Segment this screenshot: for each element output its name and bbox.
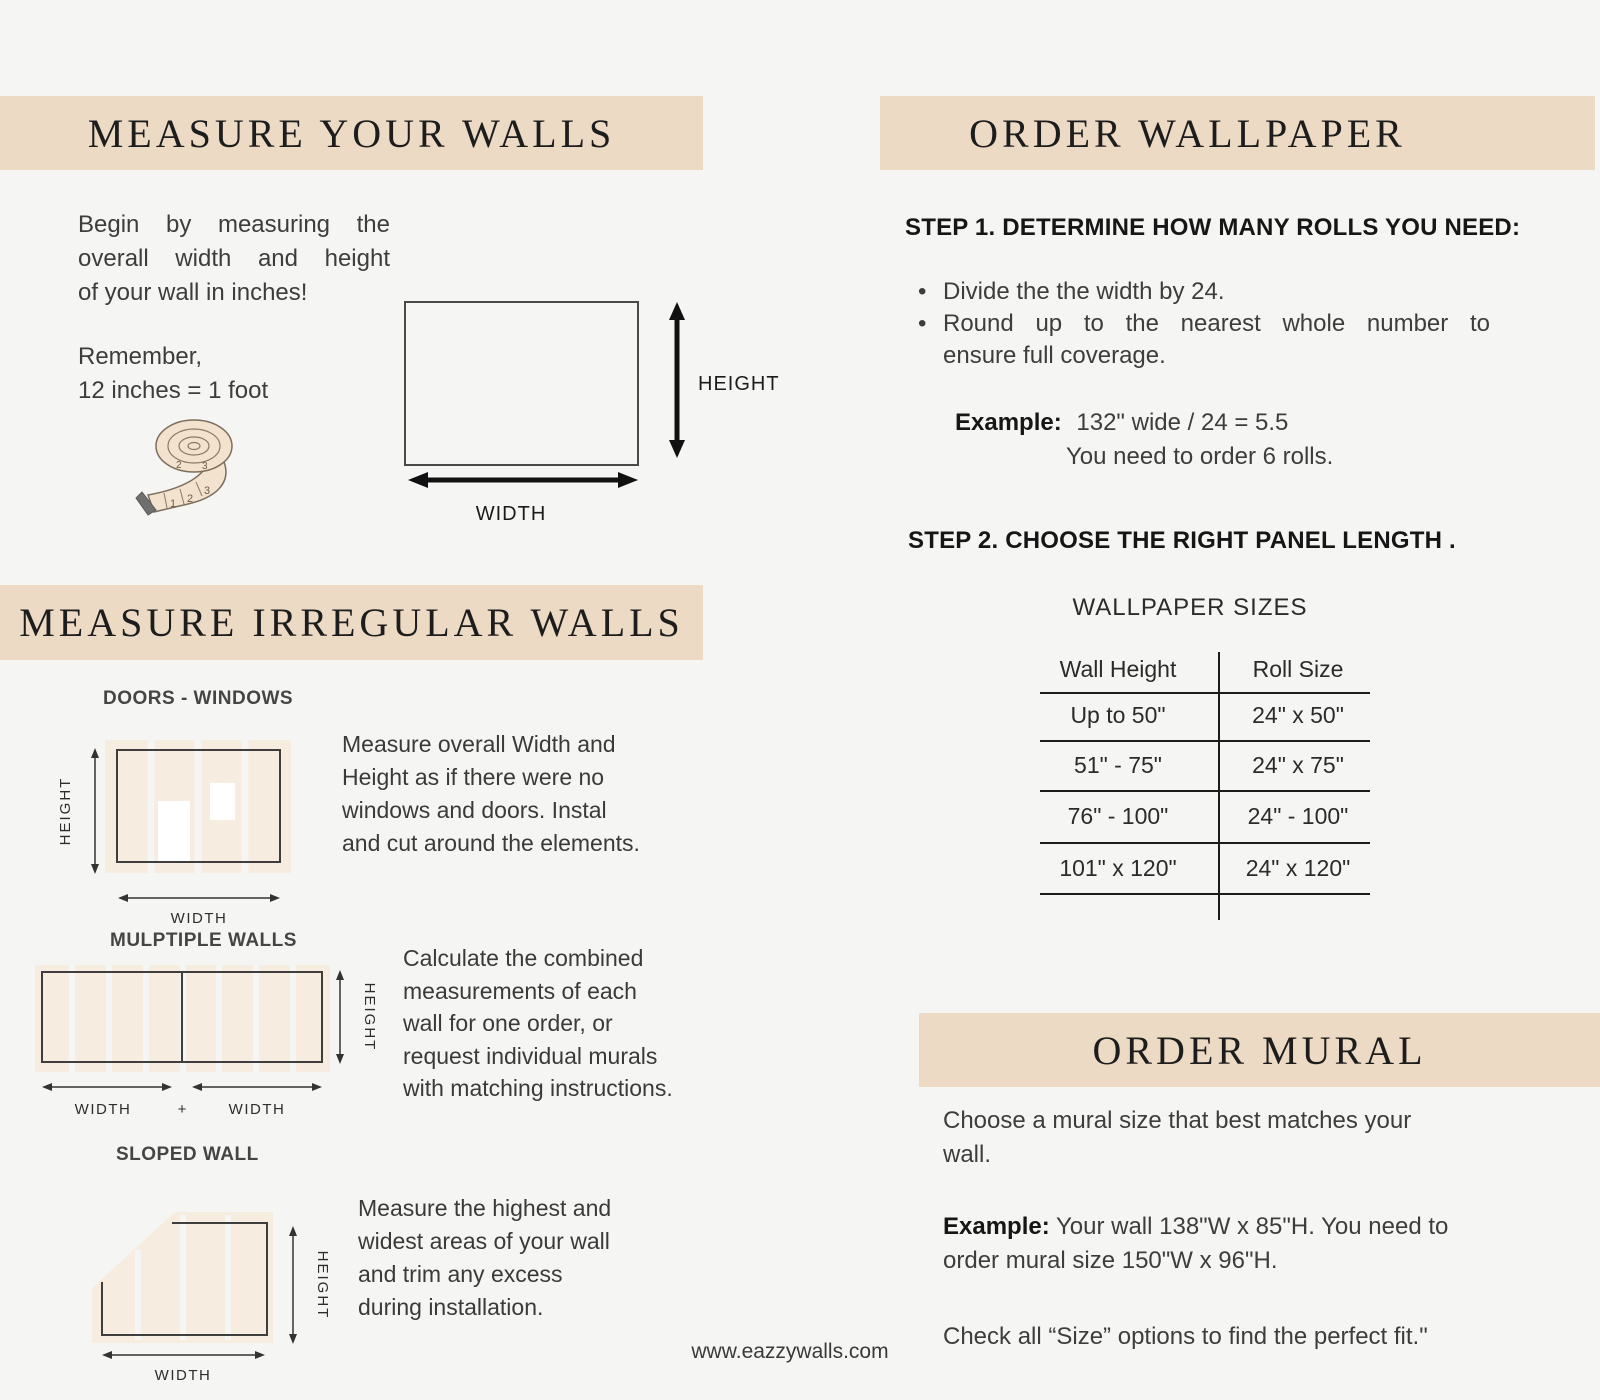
wallpaper-sizes-table <box>1020 650 1380 930</box>
doors-windows-label: DOORS - WINDOWS <box>103 688 294 709</box>
bullet-text-wrap: ensure full coverage. <box>943 342 1166 369</box>
plus-sign: + <box>177 1101 187 1118</box>
wall-rectangle <box>405 302 638 465</box>
doors-windows-text <box>342 728 702 860</box>
text-line: Measure overall Width and <box>342 731 616 757</box>
remember-line: Remember, <box>78 343 203 370</box>
tape-number: 2 <box>176 460 182 471</box>
table-rule <box>1040 692 1370 694</box>
step1-heading: STEP 1. DETERMINE HOW MANY ROLLS YOU NEED: <box>905 214 1521 241</box>
example-value: 132" wide / 24 = 5.5 <box>1076 409 1289 436</box>
bullet-glyph: • <box>918 310 927 337</box>
mural-check-note: Check all “Size” options to find the perfect fit." <box>943 1323 1428 1350</box>
height-label: HEIGHT <box>314 1250 331 1320</box>
width-label: WIDTH <box>154 1367 212 1384</box>
col-header-roll-size: Roll Size <box>1252 656 1344 682</box>
intro-line: of your wall in inches! <box>78 279 308 306</box>
example-label: Example: <box>955 409 1062 436</box>
height-label: HEIGHT <box>57 776 74 846</box>
table-rule <box>1040 842 1370 844</box>
text-line: order mural size 150"W x 96"H. <box>943 1247 1278 1274</box>
text-line: Choose a mural size that best matches your <box>943 1107 1412 1134</box>
intro-line: overall width and height <box>78 245 390 272</box>
sloped-wall-diagram <box>60 1175 390 1390</box>
table-column-divider <box>1218 652 1220 920</box>
order-mural-title: ORDER MURAL <box>1092 1027 1427 1073</box>
width-label: WIDTH <box>170 910 228 927</box>
step1-example <box>955 406 1288 440</box>
cell-wall-height: 101" x 120" <box>1059 855 1177 881</box>
sloped-wall-label: SLOPED WALL <box>116 1144 259 1165</box>
tape-number: 3 <box>204 485 211 497</box>
step2-heading: STEP 2. CHOOSE THE RIGHT PANEL LENGTH . <box>908 527 1456 554</box>
bullet-item <box>918 276 1490 308</box>
cell-roll-size: 24" x 120" <box>1245 855 1351 881</box>
text-line: request individual murals <box>403 1042 658 1069</box>
cell-wall-height: 76" - 100" <box>1067 803 1169 829</box>
text-line: Calculate the combined <box>403 945 644 971</box>
order-mural-header-band <box>919 1013 1600 1087</box>
irregular-walls-title: MEASURE IRREGULAR WALLS <box>19 600 684 645</box>
width-label-right: WIDTH <box>228 1101 286 1118</box>
cell-roll-size: 24" x 75" <box>1252 752 1344 778</box>
table-rule <box>1040 790 1370 792</box>
text-line: measurements of each <box>403 977 637 1004</box>
tape-number: 3 <box>202 461 208 472</box>
text-line: windows and doors. Instal <box>342 797 607 823</box>
text-line: and cut around the elements. <box>342 830 640 856</box>
example-rest: Your wall 138"W x 85"H. You need to <box>1055 1213 1449 1240</box>
sloped-wall-text <box>358 1192 698 1324</box>
step1-example-line2: You need to order 6 rolls. <box>1066 443 1334 470</box>
text-line: Measure the highest and <box>358 1195 612 1221</box>
cell-roll-size: 24" x 50" <box>1252 702 1344 728</box>
width-label-left: WIDTH <box>74 1101 132 1118</box>
text-line: wall. <box>943 1141 992 1168</box>
tape-measure-icon <box>128 412 268 522</box>
col-header-wall-height: Wall Height <box>1059 656 1177 682</box>
remember-note <box>78 340 390 408</box>
multiple-walls-diagram <box>20 950 420 1130</box>
remember-line: 12 inches = 1 foot <box>78 377 269 404</box>
bullet-item <box>918 308 1490 340</box>
height-label: HEIGHT <box>361 982 378 1052</box>
text-line: during installation. <box>358 1294 544 1320</box>
cell-roll-size: 24" - 100" <box>1247 803 1349 829</box>
tape-number: 2 <box>187 493 194 505</box>
table-row <box>1020 803 1380 830</box>
text-line <box>943 1210 1523 1244</box>
doors-windows-diagram <box>40 700 370 930</box>
mural-example <box>943 1210 1523 1278</box>
cell-wall-height: 51" - 75" <box>1074 752 1162 778</box>
table-rule <box>1040 893 1370 895</box>
order-wallpaper-header-band <box>880 96 1595 170</box>
intro-line: Begin by measuring the <box>78 211 390 238</box>
measure-walls-intro <box>78 208 390 310</box>
measure-walls-title: MEASURE YOUR WALLS <box>87 110 616 156</box>
cell-wall-height: Up to 50" <box>1070 702 1166 728</box>
door-shape <box>158 801 190 861</box>
multiple-walls-label: MULPTIPLE WALLS <box>110 930 297 951</box>
table-row <box>1020 752 1380 779</box>
bullet-text: Divide the the width by 24. <box>943 278 1225 305</box>
wall-diagram <box>380 290 810 535</box>
measure-walls-header-band <box>0 96 703 170</box>
text-line: with matching instructions. <box>403 1075 673 1101</box>
bullet-glyph: • <box>918 278 927 305</box>
website-url: www.eazzywalls.com <box>691 1340 889 1363</box>
text-line: Height as if there were no <box>342 764 605 790</box>
text-line: widest areas of your wall <box>358 1228 610 1254</box>
table-header-row <box>1020 656 1380 683</box>
table-rule <box>1040 740 1370 742</box>
table-row <box>1020 702 1380 729</box>
width-label: WIDTH <box>475 503 547 525</box>
multiple-walls-text <box>403 942 743 1105</box>
mural-paragraph <box>943 1104 1503 1172</box>
order-wallpaper-title: ORDER WALLPAPER <box>969 110 1406 156</box>
text-line: and trim any excess <box>358 1261 563 1287</box>
tape-number: 1 <box>170 498 177 510</box>
height-label: HEIGHT <box>698 373 780 395</box>
bullet-text: Round up to the nearest whole number to <box>943 310 1490 337</box>
example-label: Example: <box>943 1213 1050 1240</box>
window-shape <box>210 783 235 820</box>
irregular-walls-header-band <box>0 585 703 660</box>
step1-bullets <box>918 276 1490 372</box>
wallpaper-sizes-title: WALLPAPER SIZES <box>1072 594 1308 621</box>
table-row <box>1020 855 1380 882</box>
text-line: wall for one order, or <box>403 1010 613 1036</box>
